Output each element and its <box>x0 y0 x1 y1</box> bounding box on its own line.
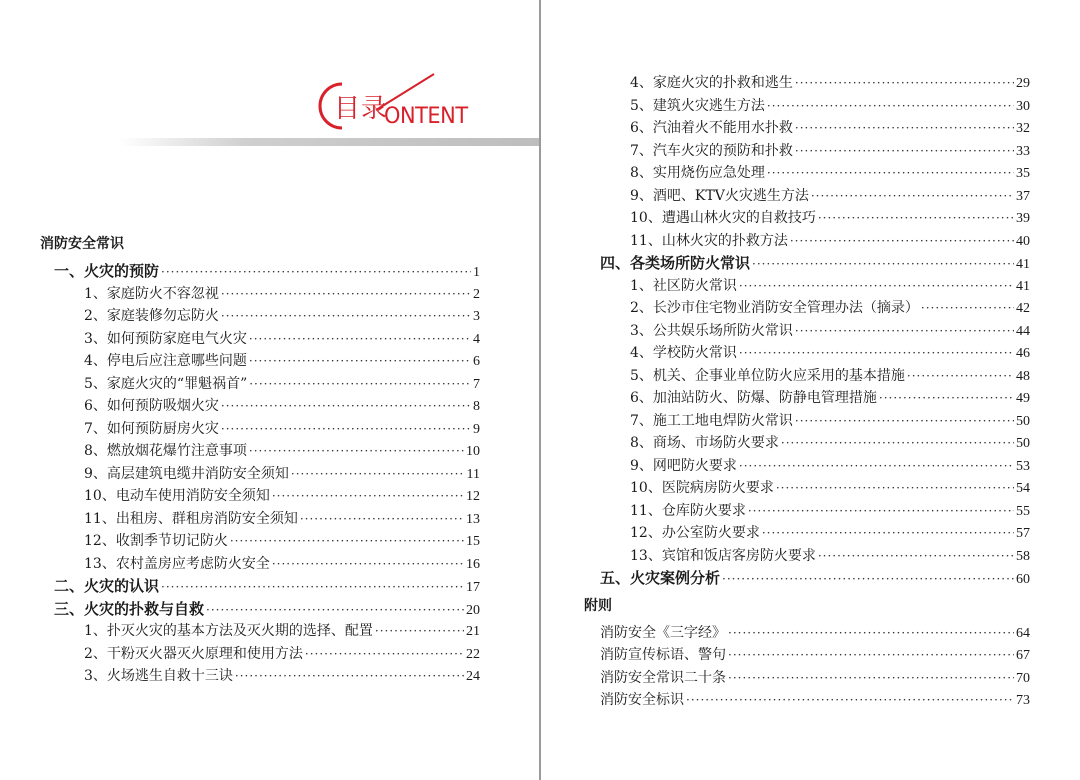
toc-entry-title: 消防宣传标语、警句 <box>600 647 726 663</box>
toc-entry-title: 1、扑灭火灾的基本方法及灭火期的选择、配置 <box>84 623 373 639</box>
dot-leader <box>907 365 1014 388</box>
toc-entry-title: 7、如何预防厨房火灾 <box>84 420 219 437</box>
dot-leader <box>235 665 464 688</box>
dot-leader <box>921 297 1014 320</box>
dot-leader <box>752 253 1014 276</box>
toc-entry-title: 8、商场、市场防火要求 <box>630 435 779 451</box>
toc-entry-item <box>40 328 480 351</box>
dot-leader <box>161 576 464 599</box>
toc-entry-item <box>580 140 1030 163</box>
toc-entry-title: 四、各类场所防火常识 <box>600 254 751 272</box>
toc-entry-title: 7、汽车火灾的预防和扑救 <box>630 142 793 159</box>
toc-entry-item <box>40 620 480 643</box>
toc-entry-title: 3、火场逃生自救十三诀 <box>84 668 233 684</box>
toc-entry-item <box>580 455 1030 478</box>
toc-entry-title: 1、家庭防火不容忽视 <box>84 285 219 302</box>
page-number: 3 <box>473 309 480 324</box>
page-number: 55 <box>1016 503 1030 519</box>
dot-leader <box>221 305 471 328</box>
page-number: 6 <box>473 354 480 369</box>
toc-entry-item <box>40 530 480 553</box>
dot-leader <box>272 485 464 508</box>
toc-entry-item <box>580 230 1030 253</box>
toc-entry-title: 二、火灾的认识 <box>54 577 160 595</box>
dot-leader <box>818 545 1014 568</box>
toc-entry-title: 2、长沙市住宅物业消防安全管理办法（摘录） <box>630 300 919 316</box>
toc-list-left <box>40 228 480 688</box>
page-number: 44 <box>1016 323 1030 339</box>
toc-entry-item <box>580 410 1030 433</box>
toc-entry-appendix-item <box>580 622 1030 645</box>
toc-entry-item <box>580 320 1030 343</box>
toc-entry-item <box>580 297 1030 320</box>
page-number: 24 <box>466 669 480 684</box>
logo-cn-text: 目录 <box>334 94 389 124</box>
dot-leader <box>811 185 1014 208</box>
page-number: 67 <box>1016 648 1030 663</box>
toc-entry-title: 9、网吧防火要求 <box>630 457 737 474</box>
page-number: 57 <box>1016 526 1030 541</box>
page-number: 8 <box>473 399 480 414</box>
toc-entry-appendix-item <box>580 667 1030 690</box>
dot-leader <box>221 395 471 418</box>
dot-leader <box>776 477 1014 500</box>
page-number: 60 <box>1016 572 1030 587</box>
toc-entry-title: 6、汽油着火不能用水扑救 <box>630 120 793 136</box>
toc-entry-item <box>40 665 480 688</box>
dot-leader <box>161 261 471 284</box>
toc-entry-item <box>580 117 1030 140</box>
toc-entry-title: 附则 <box>584 597 612 614</box>
toc-entry-title: 4、停电后应注意哪些问题 <box>84 353 247 369</box>
toc-entry-item <box>580 275 1030 298</box>
page-number: 20 <box>466 602 480 618</box>
toc-entry-item <box>40 463 480 486</box>
dot-leader <box>249 373 471 396</box>
toc-entry-title: 7、施工工地电焊防火常识 <box>630 412 793 429</box>
dot-leader <box>739 275 1014 298</box>
page-number: 33 <box>1016 143 1030 159</box>
toc-entry-title: 5、家庭火灾的“罪魁祸首” <box>84 375 248 392</box>
toc-entry-title: 3、公共娱乐场所防火常识 <box>630 322 793 339</box>
toc-entry-item <box>40 508 480 531</box>
toc-entry-item <box>580 522 1030 545</box>
dot-leader <box>221 283 471 306</box>
toc-entry-title: 一、火灾的预防 <box>54 262 160 280</box>
page-number: 11 <box>466 466 480 482</box>
content-logo <box>316 70 476 136</box>
toc-entry-chapter <box>40 598 480 621</box>
toc-entry-title: 消防安全常识二十条 <box>600 669 726 686</box>
page-number: 10 <box>466 444 480 459</box>
toc-entry-title: 13、宾馆和饭店客房防火要求 <box>630 547 816 564</box>
dot-leader <box>879 387 1014 410</box>
toc-entry-title: 13、农村盖房应考虑防火安全 <box>84 555 270 572</box>
page-number: 35 <box>1016 166 1030 181</box>
toc-entry-chapter <box>40 260 480 283</box>
dot-leader <box>762 522 1014 545</box>
toc-entry-title: 11、山林火灾的扑救方法 <box>630 232 788 249</box>
dot-leader <box>739 455 1014 478</box>
logo-en-text: ONTENT <box>384 104 468 129</box>
page-number: 9 <box>473 421 480 437</box>
page-number: 54 <box>1016 481 1030 496</box>
toc-entry-item <box>580 207 1030 230</box>
dot-leader <box>748 500 1014 523</box>
toc-entry-title: 9、高层建筑电缆井消防安全须知 <box>84 465 289 482</box>
dot-leader <box>767 162 1014 185</box>
dot-leader <box>781 432 1014 455</box>
page-number: 12 <box>466 489 480 504</box>
toc-entry-title: 12、办公室防火要求 <box>630 525 760 541</box>
dot-leader <box>767 95 1014 118</box>
toc-entry-item <box>580 387 1030 410</box>
toc-entry-title: 8、实用烧伤应急处理 <box>630 165 765 181</box>
page-number: 37 <box>1016 188 1030 204</box>
page-number: 50 <box>1016 413 1030 429</box>
page-number: 48 <box>1016 368 1030 384</box>
page-number: 50 <box>1016 436 1030 451</box>
toc-entry-chapter <box>40 575 480 598</box>
dot-leader <box>249 328 471 351</box>
dot-leader <box>305 643 464 666</box>
toc-entry-title: 9、酒吧、KTV火灾逃生方法 <box>630 187 809 204</box>
dot-leader <box>249 440 464 463</box>
page-number: 21 <box>466 624 480 639</box>
page-number: 41 <box>1016 278 1030 294</box>
toc-entry-item <box>580 545 1030 568</box>
page-number: 7 <box>473 376 480 392</box>
page-number: 53 <box>1016 458 1030 474</box>
dot-leader <box>728 667 1014 690</box>
dot-leader <box>790 230 1014 253</box>
page-number: 32 <box>1016 121 1030 136</box>
dot-leader <box>206 599 464 622</box>
toc-entry-item <box>40 373 480 396</box>
toc-entry-title: 4、学校防火常识 <box>630 345 737 361</box>
page-number: 17 <box>466 580 480 595</box>
dot-leader <box>249 350 471 373</box>
dot-leader <box>722 568 1014 591</box>
page-number: 13 <box>466 511 480 527</box>
page-number: 2 <box>473 286 480 302</box>
dot-leader <box>272 553 464 576</box>
page-number: 73 <box>1016 693 1030 708</box>
toc-entry-item <box>580 72 1030 95</box>
toc-entry-title: 2、家庭装修勿忘防火 <box>84 308 219 324</box>
header-band <box>120 138 539 146</box>
toc-entry-item <box>40 283 480 306</box>
page-number: 40 <box>1016 233 1030 249</box>
toc-entry-item <box>580 342 1030 365</box>
toc-entry-item <box>40 305 480 328</box>
toc-entry-title: 11、仓库防火要求 <box>630 502 746 519</box>
dot-leader <box>795 117 1014 140</box>
toc-entry-item <box>40 485 480 508</box>
toc-entry-chapter <box>580 252 1030 275</box>
toc-entry-title: 10、电动车使用消防安全须知 <box>84 488 270 504</box>
toc-entry-item <box>40 553 480 576</box>
toc-entry-title: 消防安全标识 <box>600 692 684 708</box>
toc-entry-title: 4、家庭火灾的扑救和逃生 <box>630 75 793 91</box>
toc-entry-title: 12、收割季节切记防火 <box>84 533 228 549</box>
toc-entry-title: 2、干粉灭火器灭火原理和使用方法 <box>84 645 303 662</box>
left-page <box>0 0 539 780</box>
dot-leader <box>818 207 1014 230</box>
toc-entry-title: 3、如何预防家庭电气火灾 <box>84 330 247 347</box>
dot-leader <box>291 463 465 486</box>
toc-entry-title: 消防安全常识 <box>40 236 124 252</box>
toc-entry-item <box>40 440 480 463</box>
toc-entry-item <box>580 500 1030 523</box>
toc-entry-item <box>580 185 1030 208</box>
toc-entry-item <box>580 432 1030 455</box>
page-number: 70 <box>1016 670 1030 686</box>
toc-entry-title: 8、燃放烟花爆竹注意事项 <box>84 443 247 459</box>
toc-entry-item <box>580 365 1030 388</box>
toc-entry-title: 10、遭遇山林火灾的自救技巧 <box>630 210 816 226</box>
dot-leader <box>221 418 471 441</box>
dot-leader <box>728 644 1014 667</box>
toc-entry-title: 6、加油站防火、防爆、防静电管理措施 <box>630 390 877 406</box>
page-number: 4 <box>473 331 480 347</box>
toc-entry-title: 11、出租房、群租房消防安全须知 <box>84 510 298 527</box>
toc-entry-title: 消防安全《三字经》 <box>600 624 726 641</box>
toc-entry-section <box>40 228 480 260</box>
toc-entry-section <box>580 590 1030 622</box>
toc-entry-title: 1、社区防火常识 <box>630 277 737 294</box>
toc-entry-appendix-item <box>580 689 1030 712</box>
toc-entry-title: 5、机关、企事业单位防火应采用的基本措施 <box>630 367 905 384</box>
toc-entry-item <box>580 95 1030 118</box>
toc-entry-item <box>40 395 480 418</box>
toc-entry-item <box>40 350 480 373</box>
toc-entry-item <box>580 162 1030 185</box>
toc-entry-title: 三、火灾的扑救与自救 <box>54 599 205 618</box>
toc-list-right <box>580 72 1030 712</box>
toc-entry-title: 10、医院病房防火要求 <box>630 480 774 496</box>
page-number: 15 <box>466 534 480 549</box>
page-number: 1 <box>473 265 480 280</box>
page-number: 46 <box>1016 346 1030 361</box>
page-number: 39 <box>1016 211 1030 226</box>
dot-leader <box>728 622 1014 645</box>
page-number: 29 <box>1016 76 1030 91</box>
dot-leader <box>375 620 464 643</box>
toc-entry-appendix-item <box>580 644 1030 667</box>
toc-entry-title: 五、火灾案例分析 <box>600 569 721 587</box>
page-number: 58 <box>1016 548 1030 564</box>
page-number: 41 <box>1016 257 1030 272</box>
page-number: 42 <box>1016 301 1030 316</box>
dot-leader <box>795 140 1014 163</box>
dot-leader <box>795 320 1014 343</box>
toc-entry-item <box>40 418 480 441</box>
dot-leader <box>739 342 1014 365</box>
dot-leader <box>795 72 1014 95</box>
toc-entry-title: 5、建筑火灾逃生方法 <box>630 97 765 114</box>
page-number: 64 <box>1016 625 1030 641</box>
page-number: 22 <box>466 646 480 662</box>
toc-entry-chapter <box>580 567 1030 590</box>
dot-leader <box>686 689 1014 712</box>
page-number: 16 <box>466 556 480 572</box>
dot-leader <box>230 530 464 553</box>
toc-entry-item <box>40 643 480 666</box>
toc-entry-item <box>580 477 1030 500</box>
page-number: 30 <box>1016 98 1030 114</box>
page-number: 49 <box>1016 391 1030 406</box>
toc-entry-title: 6、如何预防吸烟火灾 <box>84 398 219 414</box>
dot-leader <box>300 508 464 531</box>
dot-leader <box>795 410 1014 433</box>
